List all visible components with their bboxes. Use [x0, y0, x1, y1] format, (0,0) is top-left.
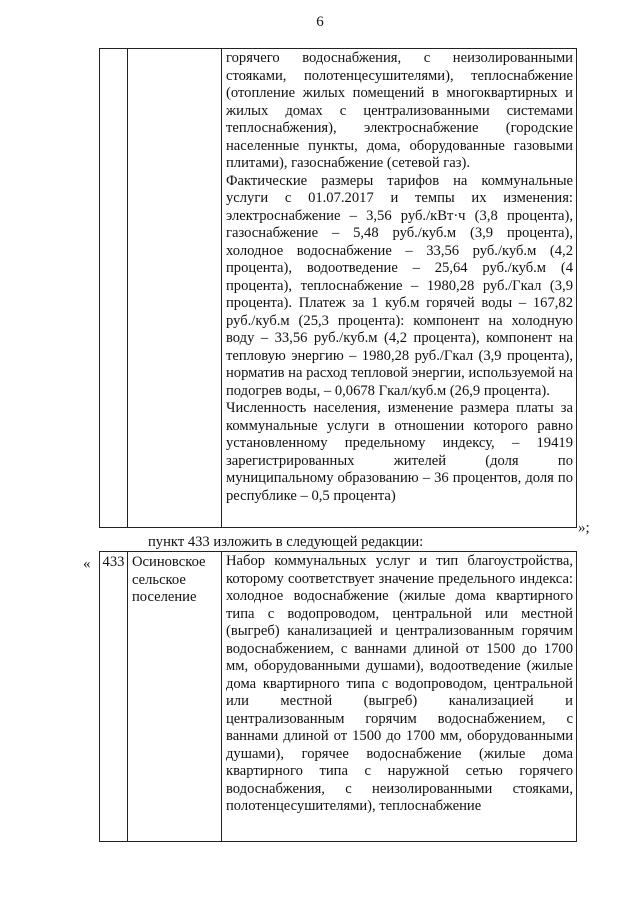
new-item-table — [99, 551, 577, 842]
paragraph-utilities-set: Набор коммунальных услуг и тип благоустройства, которому соответствует значение предельного индекса: холодное водоснабжение (жилые дома квартирного типа с водопроводом, центральной или местной (выгреб) канализацией и централизованным горячим водоснабжением, с ваннами длиной от 1500 до 1700 мм, оборудованными душами), водоотведение (жилые дома квартирного типа с водопроводом, центральной или местной (выгреб) канализацией и централизованным горячим водоснабжением, с ваннами длиной от 1500 до 1700 мм, оборудованными душами), горячее водоснабжение (жилые дома квартирного типа с наружной сетью горячего водоснабжения, с неизолированными стояками, полотенцесушителями), теплоснабжение — [226, 553, 573, 814]
opening-quote-mark: « — [83, 556, 91, 572]
settlement-cell — [128, 552, 222, 842]
page-number: 6 — [316, 14, 324, 30]
table-row — [100, 49, 577, 528]
settlement-name: Осиновское сельское поселение — [132, 554, 206, 605]
paragraph-utilities-list: горячего водоснабжения, с неизолированными стояками, полотенцесушителями), теплоснабжение (отопление жилых помещений в многоквартирных и жилых домах с централизованными системами теплоснабжения), электроснабжение (городские населенные пункты, дома, оборудованные газовыми плитами), газоснабжение (сетевой газ). — [226, 50, 573, 171]
settlement-cell — [128, 49, 222, 528]
paragraph-population: Численность населения, изменение размера платы за коммунальные услуги в отношении которого равно установленному предельному индексу, – 19419 зарегистрированных жителей (доля по муниципальному образованию – 36 процентов, доля по республике – 0,5 процента) — [226, 400, 573, 504]
description-cell — [222, 49, 577, 528]
amendment-instruction: пункт 433 изложить в следующей редакции: — [148, 534, 424, 550]
table-row — [100, 552, 577, 842]
closing-quote-mark: »; — [578, 520, 590, 536]
number-cell — [100, 49, 128, 528]
paragraph-tariffs: Фактические размеры тарифов на коммунальные услуги с 01.07.2017 и темпы их изменения: электроснабжение – 3,56 руб./кВт·ч (3,8 процента), газоснабжение – 5,48 руб./куб.м (3,9 процента), холодное водоснабжение – 33,56 руб./куб.м (4,2 процента), водоотведение – 25,64 руб./куб.м (4 процента), теплоснабжение – 1980,28 руб./Гкал (3,9 процента). Платеж за 1 куб.м горячей воды – 167,82 руб./куб.м (25,3 процента): компонент на холодную воду – 33,56 руб./куб.м (4,2 процента), компонент на тепловую энергию – 1980,28 руб./Гкал (3,9 процента), норматив на расход тепловой энергии, используемой на подогрев воды, – 0,0678 Гкал/куб.м (26,9 процента). — [226, 172, 573, 399]
item-number: 433 — [102, 554, 125, 570]
description-cell — [222, 552, 577, 842]
number-cell — [100, 552, 128, 842]
continued-table — [99, 48, 577, 528]
